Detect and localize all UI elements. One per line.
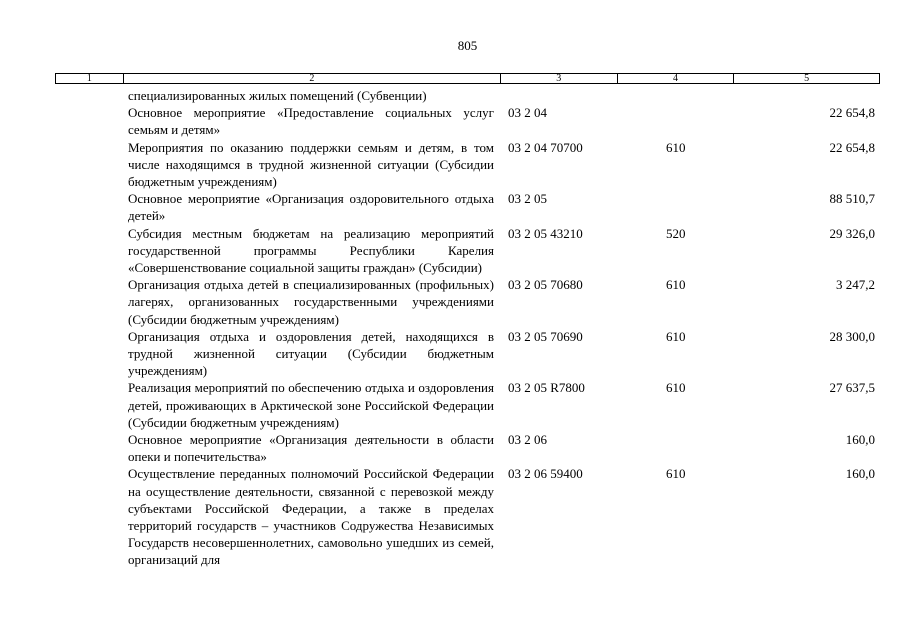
row-sum: 22 654,8 <box>829 139 875 155</box>
row-sum: 160,0 <box>845 432 875 448</box>
row-code: 03 2 06 59400 <box>508 466 583 482</box>
row-name: Субсидия местным бюджетам на реализацию мероприятий государственной программы Республики Карелия «Совершенствование социальной защиты граждан» (Субсидии) <box>128 225 494 276</box>
row-sum: 3 247,2 <box>836 277 875 293</box>
row-type: 610 <box>666 380 686 396</box>
header-col-2: 2 <box>124 74 501 83</box>
row-type: 520 <box>666 225 686 241</box>
row-code: 03 2 05 70680 <box>508 277 583 293</box>
row-sum: 28 300,0 <box>829 328 875 344</box>
row-code: 03 2 05 <box>508 191 547 207</box>
row-name: специализированных жилых помещений (Субвенции) <box>128 88 427 103</box>
header-col-4: 4 <box>618 74 735 83</box>
row-code: 03 2 05 43210 <box>508 225 583 241</box>
row-name: Основное мероприятие «Организация оздоровительного отдыха детей» <box>128 191 494 224</box>
table-row <box>0 139 905 191</box>
table-row <box>0 465 905 568</box>
page-number: 805 <box>457 38 478 53</box>
row-name: Основное мероприятие «Предоставление социальных услуг семьям и детям» <box>128 105 494 138</box>
row-name: Основное мероприятие «Организация деятельности в области опеки и попечительства» <box>128 432 494 465</box>
row-code: 03 2 04 70700 <box>508 139 583 155</box>
row-sum: 29 326,0 <box>829 225 875 241</box>
row-name: Мероприятия по оказанию поддержки семьям и детям, в том числе находящимся в трудной жизненной ситуации (Субсидии бюджетным учреждениям) <box>128 139 494 190</box>
table-row <box>0 190 905 224</box>
table-row <box>0 276 905 328</box>
row-sum: 27 637,5 <box>829 380 875 396</box>
row-sum: 160,0 <box>845 466 875 482</box>
header-col-3: 3 <box>501 74 618 83</box>
row-code: 03 2 06 <box>508 432 547 448</box>
row-code: 03 2 05 70690 <box>508 328 583 344</box>
table-row <box>0 431 905 465</box>
row-code: 03 2 05 R7800 <box>508 380 585 396</box>
row-name: Организация отдыха и оздоровления детей, находящихся в трудной жизненной ситуации (Субсидии бюджетным учреждениям) <box>128 328 494 379</box>
row-type: 610 <box>666 328 686 344</box>
table-row <box>0 379 905 431</box>
table-body <box>0 87 905 569</box>
table-header <box>55 73 880 84</box>
row-name: Реализация мероприятий по обеспечению отдыха и оздоровления детей, проживающих в Арктической зоне Российской Федерации (Субсидии бюджетным учреждениям) <box>128 380 494 430</box>
table-row <box>0 104 905 138</box>
row-name: Осуществление переданных полномочий Российской Федерации на осуществление деятельности, связанной с перевозкой между субъектами Российской Федерации, а также в пределах территорий государств – участников Содружества Независимых Государств несовершеннолетних, самовольно ушедших из семей, организаций для <box>128 466 494 568</box>
row-name: Организация отдыха детей в специализированных (профильных) лагерях, организованных государственными учреждениями (Субсидии бюджетным учреждениям) <box>128 277 494 327</box>
row-code: 03 2 04 <box>508 105 547 121</box>
header-col-5: 5 <box>804 73 810 84</box>
table-row <box>0 225 905 277</box>
row-type: 610 <box>666 466 686 482</box>
row-sum: 22 654,8 <box>829 105 875 121</box>
row-type: 610 <box>666 139 686 155</box>
row-type: 610 <box>666 277 686 293</box>
header-col-1: 1 <box>56 74 124 83</box>
table-row <box>0 87 905 104</box>
table-row <box>0 328 905 380</box>
row-sum: 88 510,7 <box>829 191 875 207</box>
